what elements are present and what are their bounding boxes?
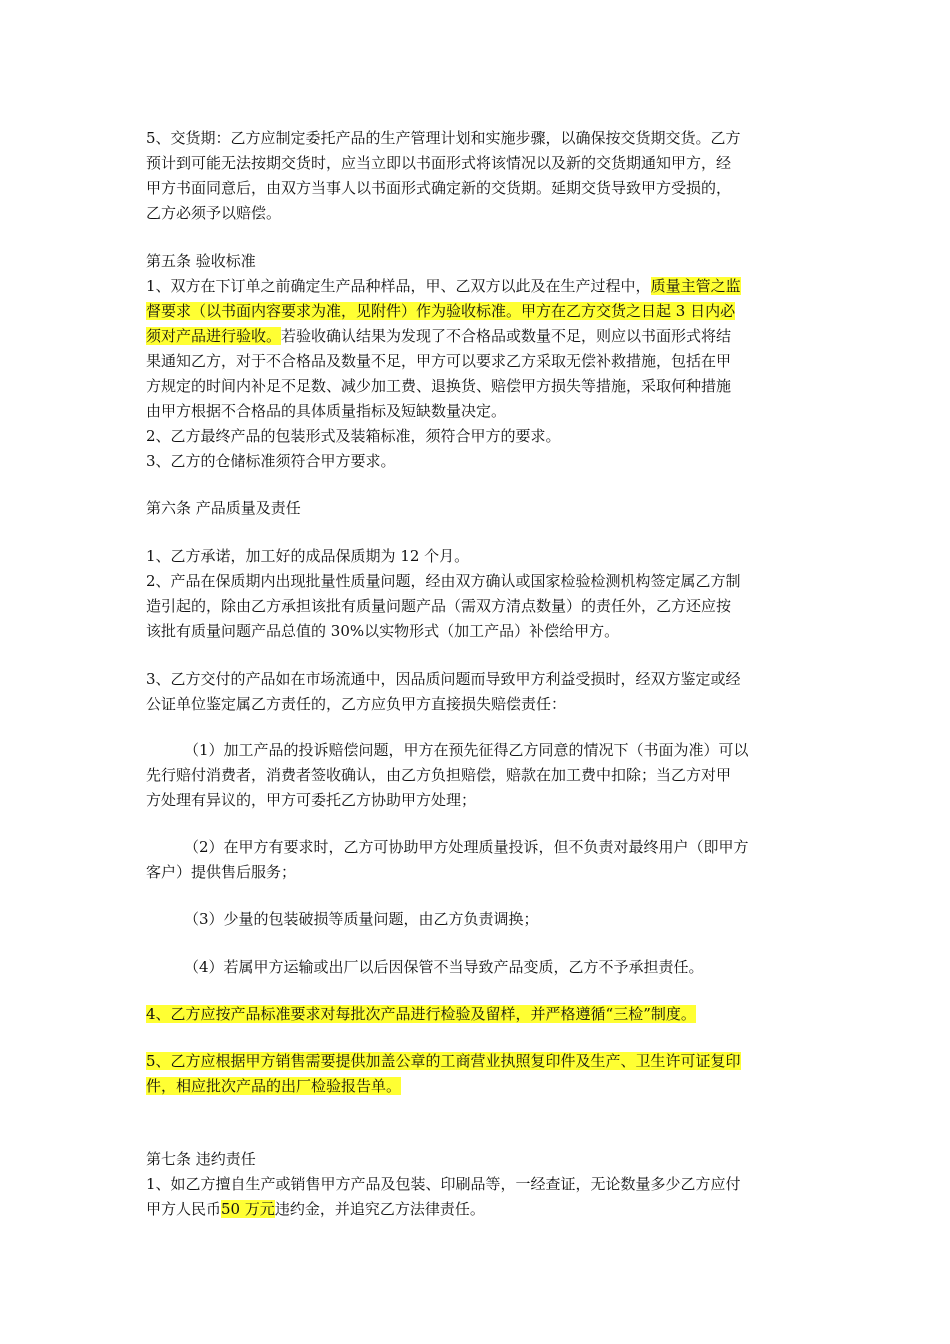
text-line: （3）少量的包装破损等质量问题，由乙方负责调换；	[184, 910, 539, 928]
article-6-item-5	[146, 1049, 816, 1099]
highlighted-amount: 50 万元	[221, 1200, 275, 1218]
article-6-sub-1	[146, 738, 816, 813]
text-line	[146, 1049, 816, 1074]
text-line	[146, 299, 816, 324]
text-line	[146, 1002, 816, 1027]
text-segment: 甲方人民币	[146, 1200, 222, 1218]
article-6-title-block	[146, 496, 816, 521]
article-7-title: 第七条 违约责任	[146, 1150, 256, 1168]
text-line: 预计到可能无法按期交货时，应当立即以书面形式将该情况以及新的交货期通知甲方，经	[146, 154, 732, 172]
highlighted-text: 质量主管之监	[650, 277, 741, 295]
text-line: 造引起的，除由乙方承担该批有质量问题产品（需双方清点数量）的责任外，乙方还应按	[146, 597, 732, 615]
text-line: 2、乙方最终产品的包装形式及装箱标准，须符合甲方的要求。	[146, 427, 561, 445]
text-line: 公证单位鉴定属乙方责任的，乙方应负甲方直接损失赔偿责任：	[146, 695, 567, 713]
text-line	[146, 324, 816, 349]
text-line: 3、乙方的仓储标准须符合甲方要求。	[146, 452, 396, 470]
text-line: 3、乙方交付的产品如在市场流通中，因品质问题而导致甲方利益受损时，经双方鉴定或经	[146, 670, 741, 688]
article-5-title: 第五条 验收标准	[146, 252, 256, 270]
article-5	[146, 249, 816, 474]
text-line: 方规定的时间内补足不足数、减少加工费、退换货、赔偿甲方损失等措施，采取何种措施	[146, 377, 732, 395]
text-line: 先行赔付消费者，消费者签收确认，由乙方负担赔偿，赔款在加工费中扣除；当乙方对甲	[146, 766, 732, 784]
article-6-item-4	[146, 1002, 816, 1027]
text-line: 由甲方根据不合格品的具体质量指标及短缺数量决定。	[146, 402, 507, 420]
article-6-sub-2	[146, 835, 816, 885]
text-line: 客户）提供售后服务；	[146, 863, 297, 881]
highlighted-text: 件，相应批次产品的出厂检验报告单。	[146, 1077, 402, 1095]
article-7	[146, 1147, 816, 1222]
text-line	[146, 1074, 816, 1099]
text-line: 乙方必须予以赔偿。	[146, 204, 282, 222]
text-segment: 若验收确认结果为发现了不合格品或数量不足，则应以书面形式将结	[281, 327, 732, 345]
text-line	[146, 274, 816, 299]
highlighted-text: 督要求（以书面内容要求为准，见附件）作为验收标准。甲方在乙方交货之日起 3 日内必	[146, 302, 736, 320]
article-6-title: 第六条 产品质量及责任	[146, 499, 301, 517]
highlighted-text: 4、乙方应按产品标准要求对每批次产品进行检验及留样，并严格遵循“三检”制度。	[146, 1005, 696, 1023]
text-line	[146, 1197, 816, 1222]
highlighted-text: 5、乙方应根据甲方销售需要提供加盖公章的工商营业执照复印件及生产、卫生许可证复印	[146, 1052, 741, 1070]
text-line: （4）若属甲方运输或出厂以后因保管不当导致产品变质，乙方不予承担责任。	[184, 958, 704, 976]
text-line: 甲方书面同意后，由双方当事人以书面形式确定新的交货期。延期交货导致甲方受损的，	[146, 179, 732, 197]
article-6-items	[146, 544, 816, 644]
article-6-sub-4	[146, 955, 816, 980]
text-segment: 1、双方在下订单之前确定生产品种样品，甲、乙双方以此及在生产过程中，	[146, 277, 651, 295]
delivery-clause	[146, 126, 816, 226]
text-segment: 违约金，并追究乙方法律责任。	[274, 1200, 485, 1218]
text-line: 果通知乙方，对于不合格品及数量不足，甲方可以要求乙方采取无偿补救措施，包括在甲	[146, 352, 732, 370]
highlighted-text: 须对产品进行验收。	[146, 327, 282, 345]
text-line: （1）加工产品的投诉赔偿问题，甲方在预先征得乙方同意的情况下（书面为准）可以	[184, 741, 749, 759]
text-line: 1、乙方承诺，加工好的成品保质期为 12 个月。	[146, 547, 470, 565]
text-line: （2）在甲方有要求时，乙方可协助甲方处理质量投诉，但不负责对最终用户（即甲方	[184, 838, 749, 856]
article-6-sub-3	[146, 907, 816, 932]
text-line: 该批有质量问题产品总值的 30%以实物形式（加工产品）补偿给甲方。	[146, 622, 620, 640]
text-line: 2、产品在保质期内出现批量性质量问题，经由双方确认或国家检验检测机构签定属乙方制	[146, 572, 741, 590]
article-6-item-3	[146, 667, 816, 717]
text-line: 1、如乙方擅自生产或销售甲方产品及包装、印刷品等，一经查证，无论数量多少乙方应付	[146, 1175, 741, 1193]
text-line: 方处理有异议的，甲方可委托乙方协助甲方处理；	[146, 791, 477, 809]
text-line: 5、交货期：乙方应制定委托产品的生产管理计划和实施步骤，以确保按交货期交货。乙方	[146, 129, 741, 147]
